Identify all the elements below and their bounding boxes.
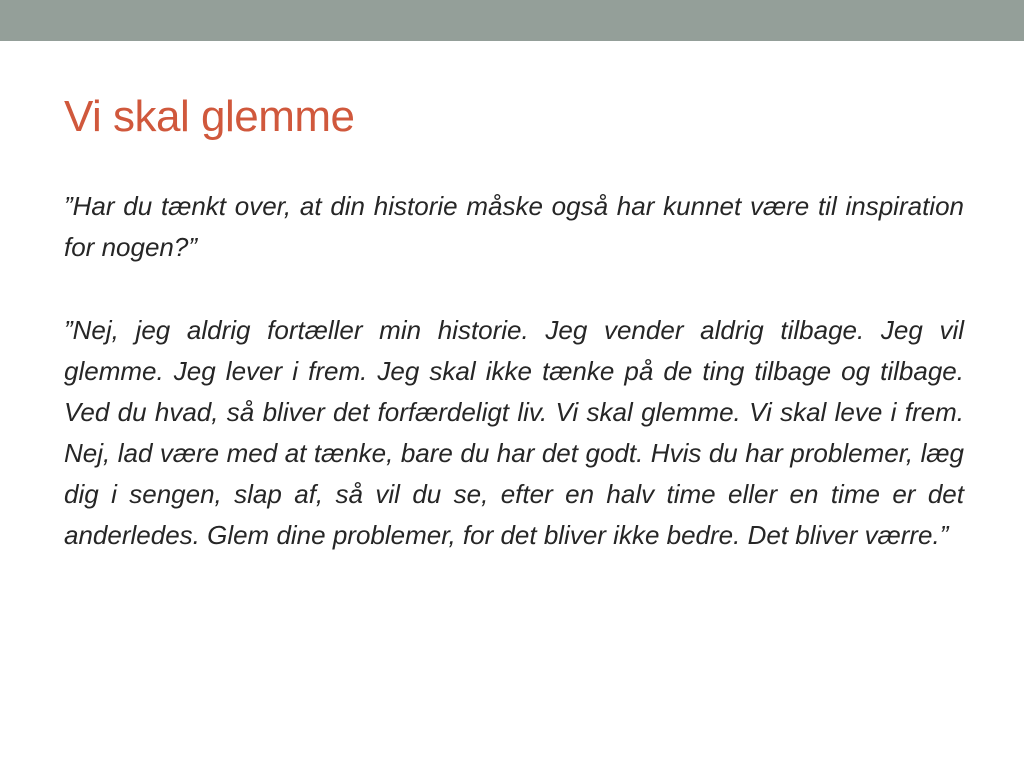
top-accent-bar [0, 0, 1024, 41]
quote-question: ”Har du tænkt over, at din historie måske også har kunnet være til inspiration for nogen?” [64, 191, 964, 262]
quote-answer: ”Nej, jeg aldrig fortæller min historie. Jeg vender aldrig tilbage. Jeg vil glemme. Jeg lever i frem. Jeg skal ikke tænke på de ting tilbage og tilbage. Ved du hvad, så bliver det forfærdeligt liv. Vi skal glemme. Vi skal leve i frem. Nej, lad være med at tænke, bare du har det godt. Hvis du har problemer, læg dig i sengen, slap af, så vil du se, efter en halv time eller en time er det anderledes. Glem dine problemer, for det bliver ikke bedre. Det bliver værre.” [64, 315, 964, 550]
slide-body [64, 186, 964, 556]
slide-title: Vi skal glemme [64, 92, 355, 141]
